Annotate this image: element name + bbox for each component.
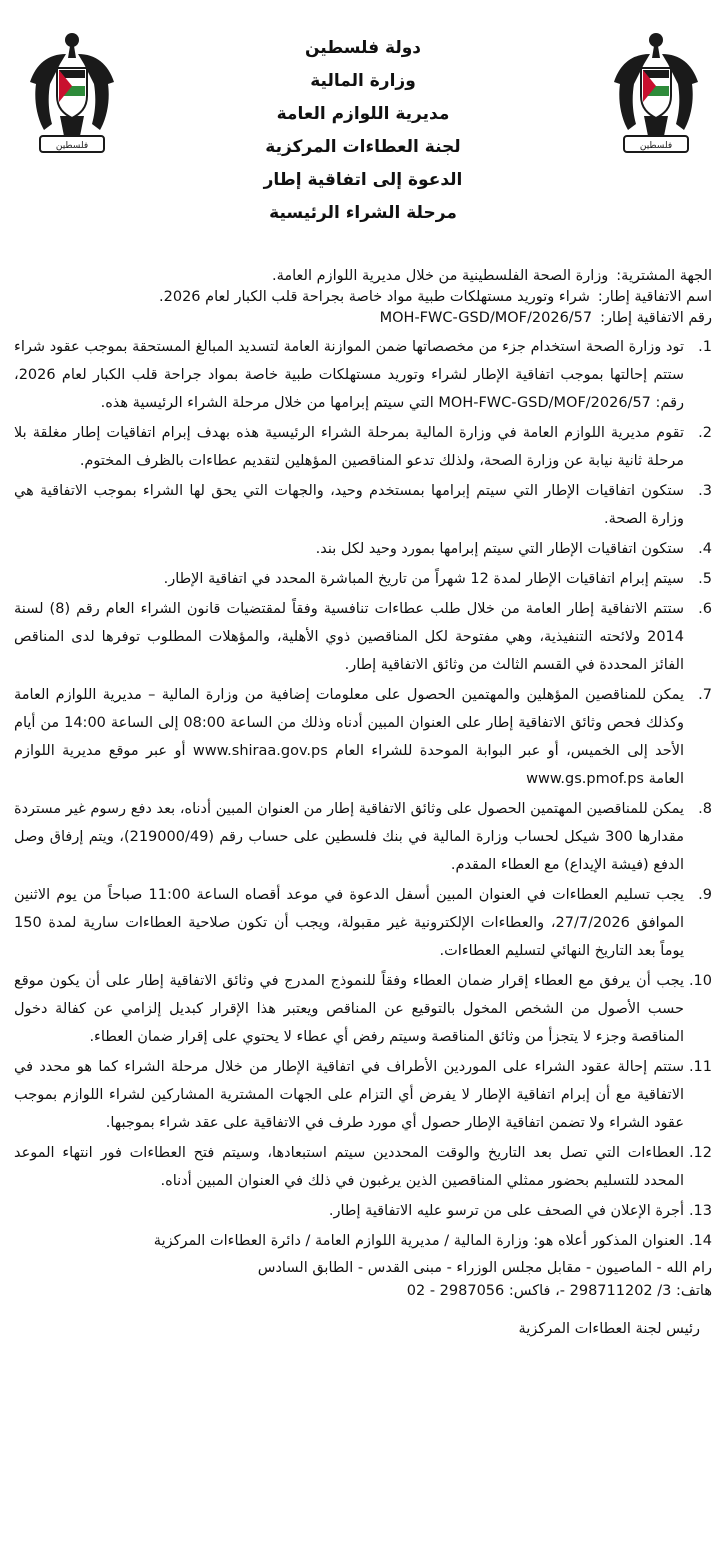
agreement-name-row (14, 287, 712, 308)
palestine-eagle-emblem-icon (610, 24, 702, 164)
clause-number: 13. (688, 1203, 712, 1219)
clause-text: سيتم إبرام اتفاقيات الإطار لمدة 12 شهراً من تاريخ المباشرة المحدد في اتفاقية الإطار. (163, 571, 684, 587)
clause-text: العطاءات التي تصل بعد التاريخ والوقت المحددين سيتم استبعادها، وسيتم فتح العطاءات فور انتهاء الموعد المحدد للتسليم بحضور ممثلي المناقصين الذين يرغبون في ذلك في العنوان المبين أدناه. (14, 1145, 684, 1189)
clause-text: تقوم مديرية اللوازم العامة في وزارة المالية بمرحلة الشراء الرئيسية هذه بهدف إبرام اتفاقيات إطار مغلقة بلا مرحلة ثانية نيابة عن وزارة الصحة، ولذلك تدعو المناقصين المؤهلين لتقديم عطاءات بالظرف المختوم. (14, 425, 684, 469)
clause-item (14, 333, 712, 417)
clause-number: 9. (698, 887, 712, 903)
buyer-value: وزارة الصحة الفلسطينية من خلال مديرية اللوازم العامة. (271, 268, 609, 284)
clause-item (14, 1227, 712, 1255)
clause-number: 10. (688, 973, 712, 989)
clause-text: العنوان المذكور أعلاه هو: وزارة المالية / مديرية اللوازم العامة / دائرة العطاءات المركزية (153, 1233, 684, 1249)
clause-item (14, 595, 712, 679)
clause-text: ستتم الاتفاقية إطار العامة من خلال طلب عطاءات تنافسية وفقاً لمقتضيات قانون الشراء العام رقم (8) لسنة 2014 ولائحته التنفيذية، وهي مفتوحة لكل المناقصين ذوي الأهلية، والمؤهلات المطلوب توفرها لدى المناقص الفائز المحددة في القسم الثالث من وثائق الاتفاقية إطار. (14, 601, 684, 673)
agreement-meta (14, 266, 712, 329)
clause-list (14, 333, 712, 1255)
phone-fax-line: هاتف: 3/ 298711202 -، فاكس: 2987056 - 02 (406, 1283, 712, 1299)
clause-number: 7. (698, 687, 712, 703)
clause-number: 3. (698, 483, 712, 499)
clause-number: 5. (698, 571, 712, 587)
clause-text: يجب تسليم العطاءات في العنوان المبين أسفل الدعوة في موعد أقصاه الساعة 11:00 صباحاً من يوم الاثنين الموافق 27/7/2026، والعطاءات الإلكترونية غير مقبولة، ويجب أن تكون صلاحية العطاءات سارية لمدة 150 يوماً بعد التاريخ النهائي لتسليم العطاءات. (14, 887, 684, 959)
clause-text: ستتم إحالة عقود الشراء على الموردين الأطراف في اتفاقية الإطار من خلال مرحلة الشراء كما هو محدد في الاتفاقية مع أن إبرام اتفاقية الإطار لا يفرض أي التزام على الجهات المشترية المشاركين لشراء اللوازم بموجب عقود الشراء ولا تضمن اتفاقية الإطار حصول أي مورد طرف في الاتفاقية على عقد شراء بموجبها. (14, 1059, 684, 1131)
palestine-eagle-emblem-icon (26, 24, 118, 164)
clause-item (14, 681, 712, 793)
clause-text: يمكن للمناقصين المؤهلين والمهتمين الحصول على معلومات إضافية من وزارة المالية – مديرية اللوازم العامة وكذلك فحص وثائق الاتفاقية إطار على العنوان المبين أدناه وذلك من الساعة 08:00 إلى الساعة 14:00 من أيام الأحد إلى الخميس، أو عبر البوابة الموحدة للشراء العام www.shiraa.gov.ps أو عبر موقع مديرية اللوازم العامة www.gs.pmof.ps (14, 687, 684, 787)
clause-text: ستكون اتفاقيات الإطار التي سيتم إبرامها بمستخدم وحيد، والجهات التي يحق لها الشراء بموجب الاتفاقية هي وزارة الصحة. (14, 483, 684, 527)
clause-text: يمكن للمناقصين المهتمين الحصول على وثائق الاتفاقية إطار من العنوان المبين أدناه، بعد دفع رسوم غير مستردة مقدارها 300 شيكل لحساب وزارة المالية في بنك فلسطين على حساب رقم (219000/49)، ويتم إرفاق وصل الدفع (فيشة الإيداع) مع العطاء المقدم. (14, 801, 685, 873)
clause-number: 2. (698, 425, 712, 441)
state-name: دولة فلسطين (304, 38, 422, 58)
clause-text: تود وزارة الصحة استخدام جزء من مخصصاتها ضمن الموازنة العامة لتسديد المبالغ المستحقة بموجب عقود شراء ستتم إحالتها بموجب اتفاقية الإطار لشراء وتوريد مستهلكات طبية خاصة بمواد جراحة قلب الكبار لعام 2026، رقم: MOH-FWC-GSD/MOF/2026/57 التي سيتم إبرامها من خلال مرحلة الشراء الرئيسية هذه. (14, 339, 684, 411)
ministry-name: وزارة المالية (310, 71, 416, 91)
emblem-caption: فلسطين (639, 141, 673, 151)
clause-item (14, 1197, 712, 1225)
notice-subtitle: مرحلة الشراء الرئيسية (269, 203, 457, 223)
clause-number: 11. (688, 1059, 712, 1075)
agreement-name-value: شراء وتوريد مستهلكات طبية مواد خاصة بجراحة قلب الكبار لعام 2026. (159, 289, 590, 305)
clause-item (14, 419, 712, 475)
agreement-number-label: رقم الاتفاقية إطار: (600, 310, 712, 326)
address-line: رام الله - الماصيون - مقابل مجلس الوزراء - مبنى القدس - الطابق السادس (257, 1260, 712, 1276)
clause-item (14, 535, 712, 563)
clause-item (14, 881, 712, 965)
clause-number: 6. (698, 601, 712, 617)
signature-line: رئيس لجنة العطاءات المركزية (518, 1321, 700, 1337)
clause-item (14, 795, 712, 879)
agreement-number-value: MOH-FWC-GSD/MOF/2026/57 (379, 310, 593, 326)
clause-item (14, 1053, 712, 1137)
clause-number: 4. (698, 541, 712, 557)
committee-name: لجنة العطاءات المركزية (265, 137, 461, 157)
agreement-name-label: اسم الاتفاقية إطار: (597, 289, 712, 305)
clause-item (14, 1139, 712, 1195)
clause-number: 8. (698, 801, 712, 817)
emblem-caption: فلسطين (55, 141, 89, 151)
address-block (14, 1257, 712, 1303)
clause-number: 1. (698, 339, 712, 355)
header-lines (14, 14, 712, 230)
clause-text: ستكون اتفاقيات الإطار التي سيتم إبرامها بمورد وحيد لكل بند. (315, 541, 684, 557)
buyer-row (14, 266, 712, 287)
clause-item (14, 565, 712, 593)
clause-number: 14. (688, 1233, 712, 1249)
notice-title: الدعوة إلى اتفاقية إطار (263, 170, 463, 190)
clause-text: يجب أن يرفق مع العطاء إقرار ضمان العطاء وفقاً للنموذج المدرج في وثائق الاتفاقية إطار على أن يكون موقع حسب الأصول من الشخص المخول بالتوقيع عن المناقص ويعتبر هذا الإقرار كبديل إلزامي عن كفالة دخول المناقصة وجزء لا يتجزأ من وثائق المناقصة وسيتم رفض أي عطاء لا يحتوي على إقرار ضمان العطاء. (14, 973, 684, 1045)
clause-item (14, 967, 712, 1051)
clause-number: 12. (688, 1145, 712, 1161)
buyer-label: الجهة المشترية: (616, 268, 712, 284)
clause-text: أجرة الإعلان في الصحف على من ترسو عليه الاتفاقية إطار. (328, 1203, 684, 1219)
directorate-name: مديرية اللوازم العامة (276, 104, 450, 124)
notice-header (14, 14, 712, 266)
agreement-number-row (14, 308, 712, 329)
clause-item (14, 477, 712, 533)
